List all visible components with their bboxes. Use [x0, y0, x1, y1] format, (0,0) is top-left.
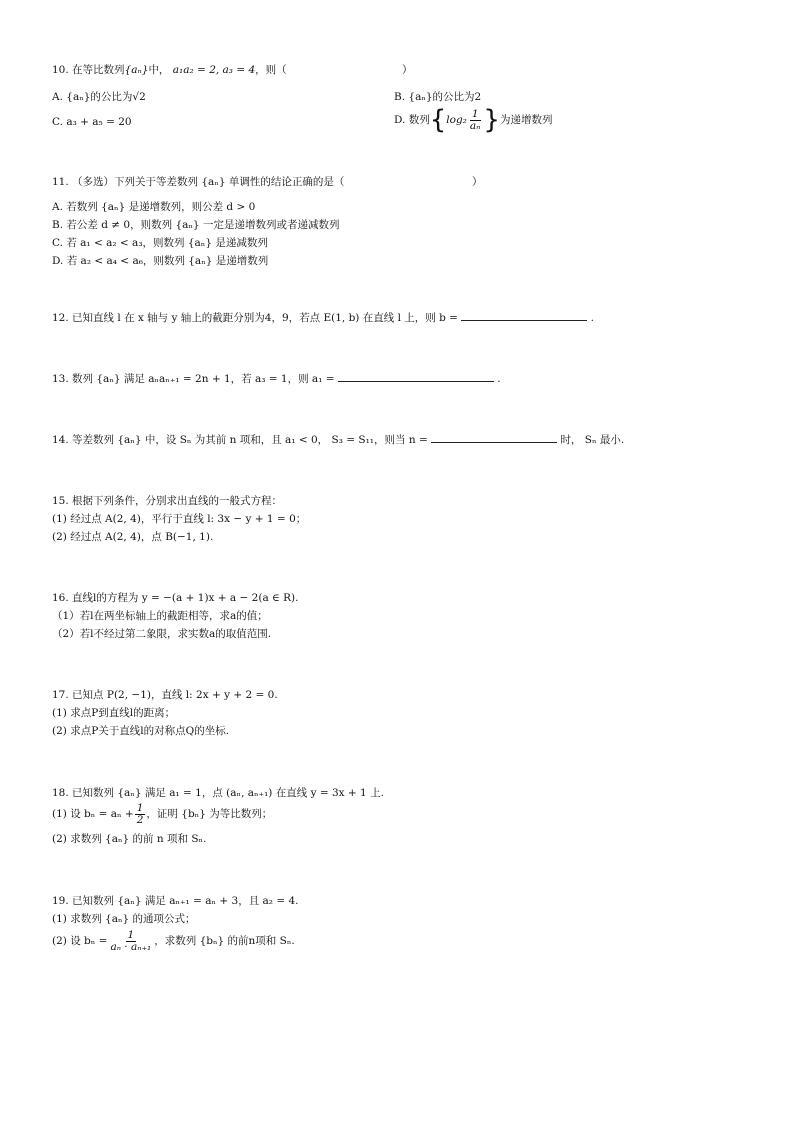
q17-part-1: (1) 求点P到直线l的距离；: [52, 707, 176, 719]
q10-option-d-numerator: 1: [471, 107, 479, 120]
q15-part-1: (1) 经过点 A(2, 4)，平行于直线 l: 3x − y + 1 = 0；: [52, 513, 307, 525]
q18-stem: 18. 已知数列 {aₙ} 满足 a₁ = 1，点 (aₙ, aₙ₊₁) 在直线 y = 3x + 1 上.: [52, 787, 384, 799]
q10-stem-close: ）: [402, 64, 413, 76]
q19-part-2-pre: (2) 设 bₙ =: [52, 935, 108, 947]
q11-option-a[interactable]: A. 若数列 {aₙ} 是递增数列，则公差 d > 0: [52, 201, 256, 213]
q10-option-d-post: 为递增数列: [499, 114, 553, 126]
q10-option-d-log: log₂: [446, 114, 467, 126]
q19-part-1: (1) 求数列 {aₙ} 的通项公式；: [52, 913, 196, 925]
q15-part-2: (2) 经过点 A(2, 4)，点 B(−1, 1).: [52, 531, 214, 543]
q13-stem: [52, 371, 501, 386]
q18-part-1: [52, 800, 272, 828]
q11-option-b[interactable]: B. 若公差 d ≠ 0，则数列 {aₙ} 一定是递增数列或者递减数列: [52, 219, 340, 231]
q19-fraction-denominator: aₙ · aₙ₊₁: [110, 940, 152, 953]
q10-option-d-pre: D. 数列: [394, 114, 430, 126]
q10-option-d-denominator: aₙ: [469, 119, 481, 132]
q12-stem-text: 12. 已知直线 l 在 x 轴与 y 轴上的截距分别为4，9，若点 E(1, b) 在直线 l 上，则 b =: [52, 312, 458, 324]
q16-part-2: （2）若l不经过第二象限，求实数a的取值范围.: [52, 628, 272, 640]
q10-option-a[interactable]: A. {aₙ}的公比为√2: [52, 91, 146, 103]
q19-fraction-numerator: 1: [127, 928, 135, 941]
q16-stem: 16. 直线l的方程为 y = −(a + 1)x + a − 2(a ∈ R).: [52, 592, 299, 604]
q13-answer-blank[interactable]: [338, 371, 494, 382]
q17-part-2: (2) 求点P关于直线l的对称点Q的坐标.: [52, 725, 230, 737]
q14-stem-text: 14. 等差数列 {aₙ} 中，设 Sₙ 为其前 n 项和，且 a₁ < 0， S₃ = S₁₁，则当 n =: [52, 434, 428, 446]
q18-fraction-numerator: 1: [136, 801, 144, 814]
q19-part-2: [52, 926, 295, 956]
q12-end: .: [590, 312, 595, 324]
q19-fraction: [108, 930, 153, 953]
q10-option-d[interactable]: [394, 106, 552, 134]
left-brace-icon: {: [429, 105, 447, 135]
q10-stem: [52, 63, 287, 77]
q10-sequence: {aₙ}: [124, 64, 149, 76]
q18-fraction: [135, 803, 146, 826]
q10-stem-mid: 中，: [148, 64, 170, 76]
q10-option-b[interactable]: B. {aₙ}的公比为2: [394, 91, 482, 103]
q10-stem-text: 10. 在等比数列: [52, 64, 125, 76]
q12-answer-blank[interactable]: [461, 310, 587, 321]
q10-stem-end: ，则（: [255, 64, 287, 76]
q16-part-1: （1）若l在两坐标轴上的截距相等，求a的值；: [52, 610, 268, 622]
q12-stem: [52, 310, 594, 325]
q14-end: 时， Sₙ 最小.: [560, 434, 625, 446]
right-brace-icon: }: [483, 105, 500, 135]
q10-option-d-fraction: [468, 109, 483, 132]
q14-answer-blank[interactable]: [431, 432, 557, 443]
q19-stem: 19. 已知数列 {aₙ} 满足 aₙ₊₁ = aₙ + 3，且 a₂ = 4.: [52, 895, 299, 907]
q17-stem: 17. 已知点 P(2, −1)，直线 l: 2x + y + 2 = 0.: [52, 689, 278, 701]
q10-condition: a₁a₂ = 2, a₃ = 4: [172, 64, 256, 76]
q10-option-c[interactable]: C. a₃ + a₅ = 20: [52, 116, 132, 128]
q11-stem-close: ）: [472, 176, 483, 188]
q11-stem: 11. （多选）下列关于等差数列 {aₙ} 单调性的结论正确的是（: [52, 176, 345, 188]
q11-option-d[interactable]: D. 若 a₂ < a₄ < a₆，则数列 {aₙ} 是递增数列: [52, 255, 269, 267]
q15-stem: 15. 根据下列条件，分别求出直线的一般式方程：: [52, 495, 283, 507]
q14-stem: [52, 432, 624, 447]
q11-option-c[interactable]: C. 若 a₁ < a₂ < a₃，则数列 {aₙ} 是递减数列: [52, 237, 268, 249]
q13-stem-text: 13. 数列 {aₙ} 满足 aₙaₙ₊₁ = 2n + 1，若 a₃ = 1，则 a₁ =: [52, 373, 335, 385]
q18-part-1-pre: (1) 设 bₙ = aₙ +: [52, 808, 134, 820]
q19-part-2-post: ，求数列 {bₙ} 的前n项和 Sₙ.: [154, 935, 295, 947]
q18-part-2: (2) 求数列 {aₙ} 的前 n 项和 Sₙ.: [52, 833, 207, 845]
q18-part-1-post: ，证明 {bₙ} 为等比数列；: [146, 808, 273, 820]
q18-fraction-denominator: 2: [136, 813, 144, 826]
q13-end: .: [497, 373, 501, 385]
